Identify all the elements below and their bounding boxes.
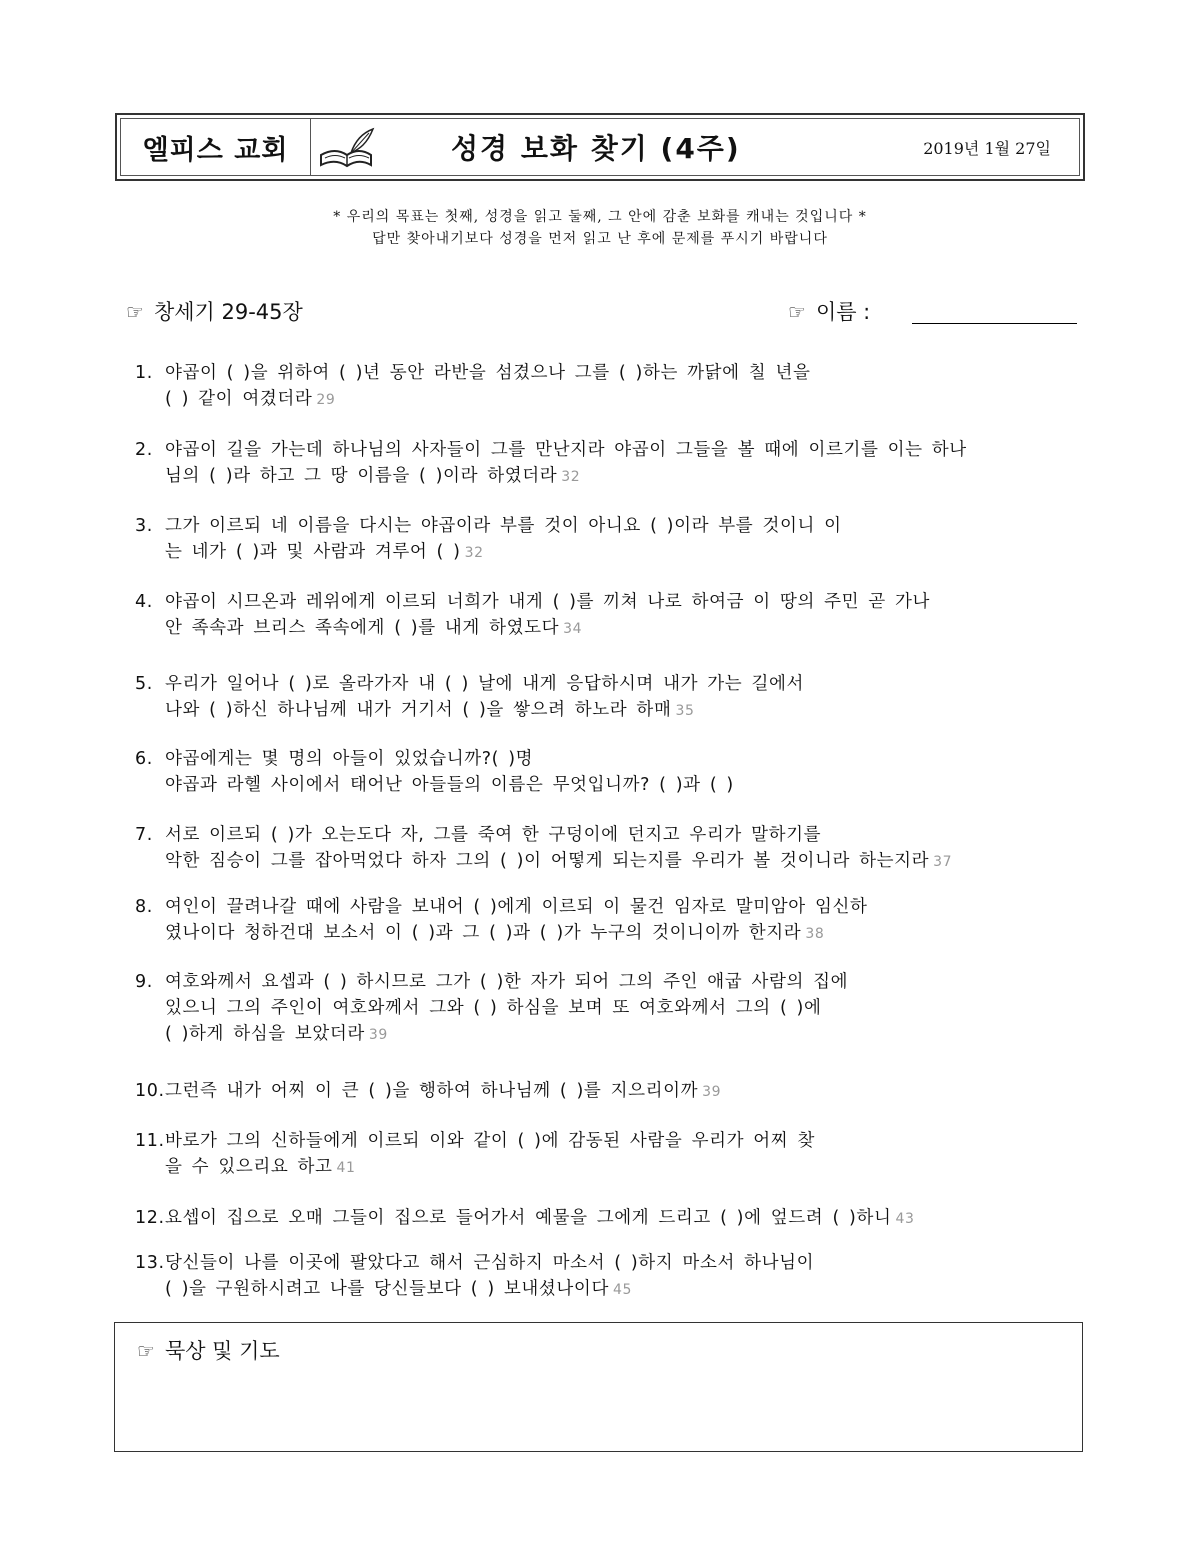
question-text: 안 족속과 브리스 족속에게 ( )를 내게 하였도다: [165, 618, 560, 638]
question-text: 그런즉 내가 어찌 이 큰 ( )을 행하여 하나님께 ( )를 지으리이까: [165, 1081, 699, 1101]
question-12: [135, 1205, 1070, 1232]
bible-quill-icon: [317, 125, 377, 173]
question-number: 4.: [135, 592, 153, 612]
question-text: 을 수 있으리요 하고: [165, 1157, 333, 1177]
question-4: [135, 589, 1070, 642]
header-box: [115, 113, 1085, 181]
header-inner: [120, 118, 1080, 176]
question-10: [135, 1078, 1070, 1105]
question-text: 야곱이 길을 가는데 하나님의 사자들이 그를 만난지라 야곱이 그들을 볼 때에 이르기를 이는 하나: [165, 440, 967, 460]
question-text: 였나이다 청하건대 보소서 이 ( )과 그 ( )과 ( )가 누구의 것이니이까 한지라: [165, 923, 802, 943]
question-text: ( )하게 하심을 보았더라: [165, 1024, 365, 1044]
question-9: [135, 969, 1070, 1048]
chapter-reference: 45: [612, 1282, 632, 1298]
name-label: 이름 :: [815, 300, 871, 324]
chapter-reference: 35: [675, 703, 695, 719]
question-3: [135, 513, 1070, 566]
question-number: 7.: [135, 825, 153, 845]
question-text: 야곱에게는 몇 명의 아들이 있었습니까?( )명: [165, 749, 534, 769]
chapter-reference: 39: [702, 1084, 722, 1100]
pointing-hand-icon: ☞: [788, 300, 806, 324]
question-number: 3.: [135, 516, 153, 536]
question-number: 1.: [135, 363, 153, 383]
question-text: 는 네가 ( )과 및 사람과 겨루어 ( ): [165, 542, 461, 562]
church-name: 엘피스 교회: [121, 119, 311, 175]
question-7: [135, 822, 1070, 875]
question-number: 13.: [135, 1253, 165, 1273]
prayer-box[interactable]: [114, 1322, 1083, 1452]
chapter-reference: 34: [563, 621, 583, 637]
chapter-reference: 37: [933, 854, 953, 870]
question-number: 5.: [135, 674, 153, 694]
question-text: 악한 짐승이 그를 잡아먹었다 하자 그의 ( )이 어떻게 되는지를 우리가 볼 것이니라 하는지라: [165, 851, 930, 871]
question-text: 야곱이 ( )을 위하여 ( )년 동안 라반을 섬겼으나 그를 ( )하는 까닭에 칠 년을: [165, 363, 811, 383]
question-number: 6.: [135, 749, 153, 769]
question-number: 11.: [135, 1131, 165, 1151]
question-text: 여호와께서 요셉과 ( ) 하시므로 그가 ( )한 자가 되어 그의 주인 애굽 사람의 집에: [165, 972, 849, 992]
question-text: 님의 ( )라 하고 그 땅 이름을 ( )이라 하였더라: [165, 466, 558, 486]
chapter-reference: 39: [368, 1027, 388, 1043]
chapter-reference: 32: [464, 545, 484, 561]
question-text: 여인이 끌려나갈 때에 사람을 보내어 ( )에게 이르되 이 물건 임자로 말미암아 임신하: [165, 897, 868, 917]
intro-line-1: * 우리의 목표는 첫째, 성경을 읽고 둘째, 그 안에 감춘 보화를 캐내는 것입니다 *: [333, 209, 867, 225]
page-title: 성경 보화 찾기 (4주): [451, 132, 741, 165]
chapter-reference: 38: [805, 926, 825, 942]
section-heading: [126, 296, 303, 326]
question-text: ( )을 구원하시려고 나를 당신들보다 ( ) 보내셨나이다: [165, 1279, 609, 1299]
question-number: 9.: [135, 972, 153, 992]
chapter-reference: 41: [336, 1160, 356, 1176]
question-number: 12.: [135, 1208, 165, 1228]
question-11: [135, 1128, 1070, 1181]
name-label-group: [788, 296, 870, 326]
pointing-hand-icon: ☞: [137, 1339, 155, 1363]
question-1: [135, 360, 1070, 413]
question-text: 당신들이 나를 이곳에 팔았다고 해서 근심하지 마소서 ( )하지 마소서 하나님이: [165, 1253, 815, 1273]
question-number: 8.: [135, 897, 153, 917]
question-6: [135, 746, 1070, 798]
name-field[interactable]: [912, 323, 1077, 324]
chapter-reference: 32: [561, 469, 581, 485]
question-text: 야곱과 라헬 사이에서 태어난 아들들의 이름은 무엇입니까? ( )과 ( ): [165, 775, 734, 795]
chapter-reference: 43: [895, 1211, 915, 1227]
prayer-title: 묵상 및 기도: [164, 1339, 280, 1363]
pointing-hand-icon: ☞: [126, 300, 144, 324]
question-text: 우리가 일어나 ( )로 올라가자 내 ( ) 날에 내게 응답하시며 내가 가는 길에서: [165, 674, 804, 694]
chapter-reference: 29: [316, 392, 336, 408]
question-2: [135, 437, 1070, 490]
intro-line-2: 답만 찾아내기보다 성경을 먼저 읽고 난 후에 문제를 푸시기 바랍니다: [372, 231, 828, 247]
question-number: 10.: [135, 1081, 165, 1101]
question-text: 있으니 그의 주인이 여호와께서 그와 ( ) 하심을 보며 또 여호와께서 그의 ( )에: [165, 998, 822, 1018]
section-title: 창세기 29-45장: [153, 300, 303, 324]
question-text: 그가 이르되 네 이름을 다시는 야곱이라 부를 것이 아니요 ( )이라 부를 것이니 이: [165, 516, 842, 536]
question-number: 2.: [135, 440, 153, 460]
question-text: ( ) 같이 여겼더라: [165, 389, 313, 409]
question-text: 야곱이 시므온과 레위에게 이르되 너희가 내게 ( )를 끼쳐 나로 하여금 이 땅의 주민 곧 가나: [165, 592, 930, 612]
question-text: 바로가 그의 신하들에게 이르되 이와 같이 ( )에 감동된 사람을 우리가 어찌 찾: [165, 1131, 815, 1151]
question-5: [135, 671, 1070, 724]
question-8: [135, 894, 1070, 947]
question-13: [135, 1250, 1070, 1303]
question-text: 서로 이르되 ( )가 오는도다 자, 그를 죽여 한 구덩이에 던지고 우리가 말하기를: [165, 825, 822, 845]
question-text: 나와 ( )하신 하나님께 내가 거기서 ( )을 쌓으려 하노라 하매: [165, 700, 672, 720]
prayer-heading: [137, 1335, 280, 1365]
question-text: 요셉이 집으로 오매 그들이 집으로 들어가서 예물을 그에게 드리고 ( )에 엎드려 ( )하니: [165, 1208, 892, 1228]
worksheet-date: 2019년 1월 27일: [923, 138, 1051, 158]
